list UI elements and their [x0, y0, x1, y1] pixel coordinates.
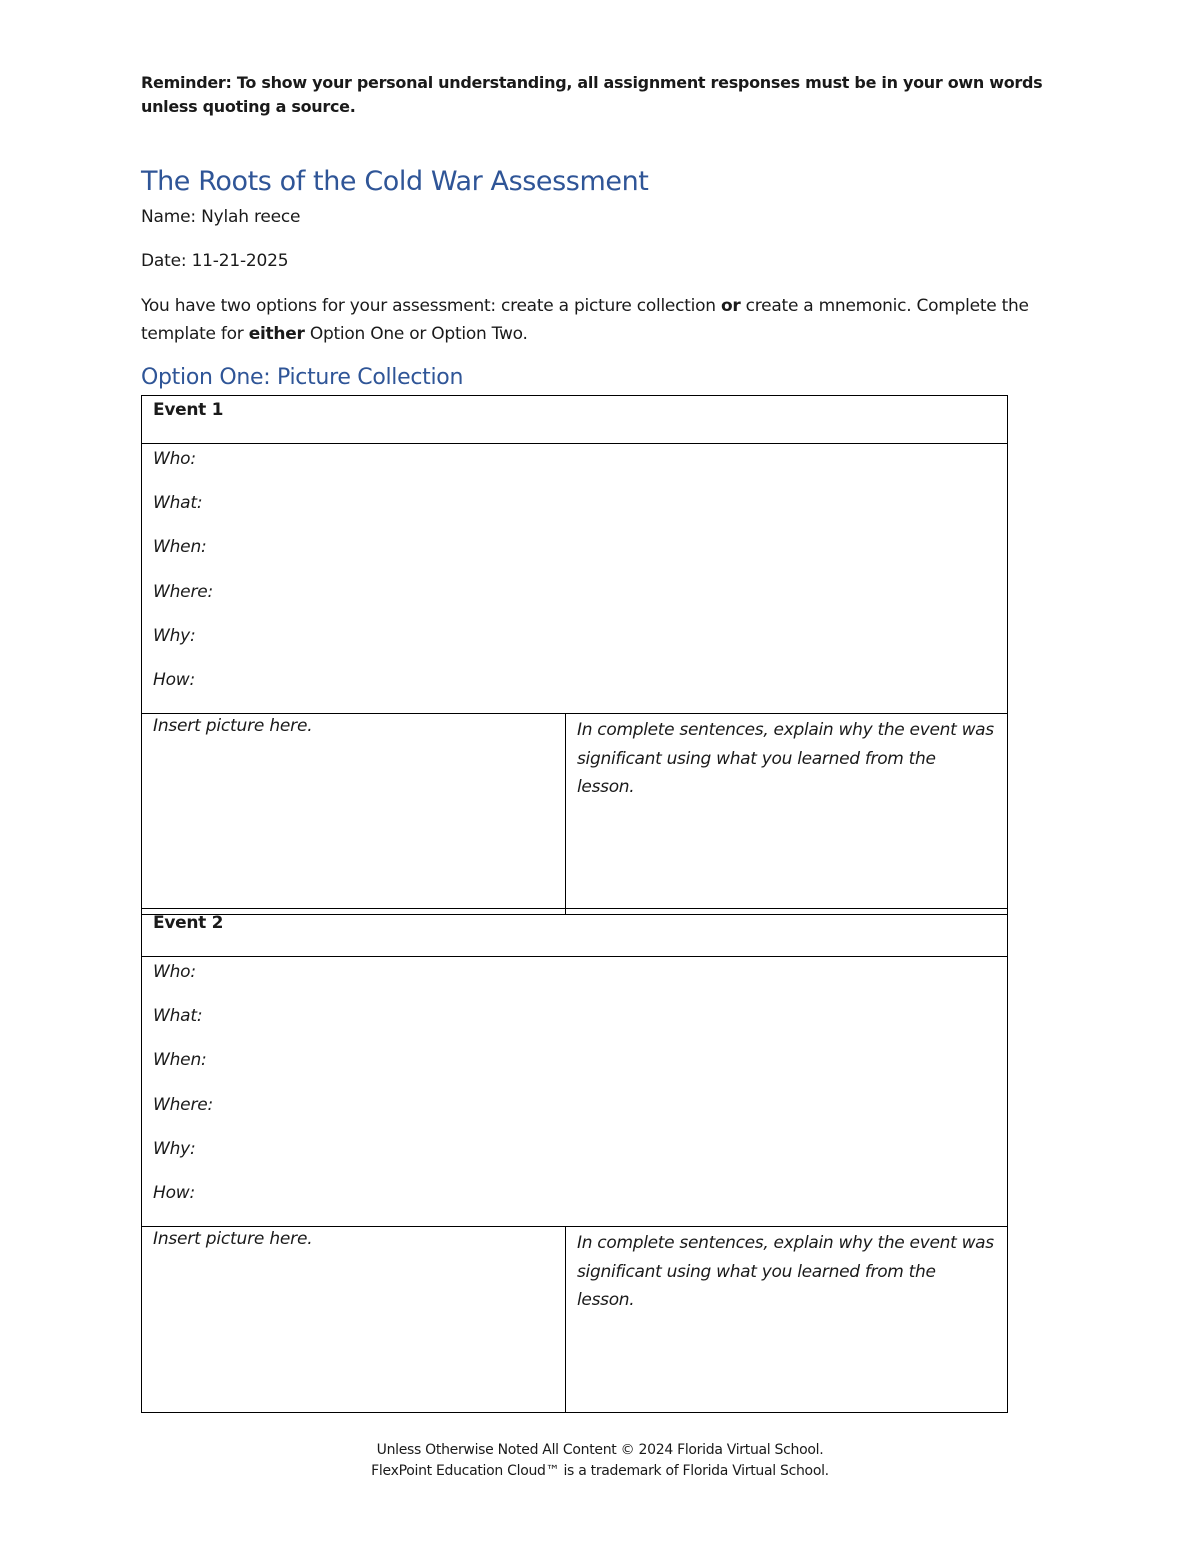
what-prompt: What: — [153, 493, 203, 514]
date-field: Date: 11-21-2025 — [141, 251, 289, 271]
event-heading: Event 2 — [142, 909, 1008, 957]
event-table-1 — [141, 395, 1008, 915]
intro-text-2: create a mnemonic. Complete the template for — [141, 296, 1029, 344]
significance-cell[interactable]: In complete sentences, explain why the event was significant using what you learned from the lesson. — [566, 1227, 1008, 1413]
page-footer — [0, 1440, 1200, 1482]
where-prompt: Where: — [153, 581, 214, 602]
copyright-line: Unless Otherwise Noted All Content © 2024 Florida Virtual School. — [376, 1442, 824, 1458]
intro-text-3: Option One or Option Two. — [304, 324, 528, 344]
why-prompt: Why: — [153, 625, 196, 646]
what-prompt: What: — [153, 1006, 203, 1027]
intro-or-emphasis: or — [720, 296, 741, 316]
event-heading: Event 1 — [142, 396, 1008, 444]
event-table-2 — [141, 908, 1008, 1413]
picture-placeholder[interactable]: Insert picture here. — [142, 714, 566, 915]
page-title: The Roots of the Cold War Assessment — [141, 166, 649, 197]
reminder-text: To show your personal understanding, all assignment responses must be in your own words unless quoting a source. — [141, 73, 1043, 116]
reminder-lead: Reminder: — [141, 73, 232, 92]
section-title: Option One: Picture Collection — [141, 365, 464, 390]
picture-placeholder[interactable]: Insert picture here. — [142, 1227, 566, 1413]
reminder-note — [141, 71, 1047, 119]
questions-cell[interactable] — [142, 957, 1008, 1227]
when-prompt: When: — [153, 1050, 207, 1071]
name-field: Name: Nylah reece — [141, 207, 301, 227]
trademark-line: FlexPoint Education Cloud™ is a trademark of Florida Virtual School. — [371, 1463, 829, 1479]
who-prompt: Who: — [153, 962, 196, 982]
where-prompt: Where: — [153, 1094, 214, 1115]
instructions-paragraph — [141, 292, 1047, 348]
questions-cell[interactable] — [142, 444, 1008, 714]
how-prompt: How: — [153, 1182, 196, 1203]
intro-text-1: You have two options for your assessment: create a picture collection — [141, 296, 721, 316]
intro-either-emphasis: either — [248, 324, 305, 344]
why-prompt: Why: — [153, 1138, 196, 1159]
how-prompt: How: — [153, 669, 196, 690]
when-prompt: When: — [153, 537, 207, 558]
significance-cell[interactable]: In complete sentences, explain why the event was significant using what you learned from the lesson. — [566, 714, 1008, 915]
who-prompt: Who: — [153, 449, 196, 469]
